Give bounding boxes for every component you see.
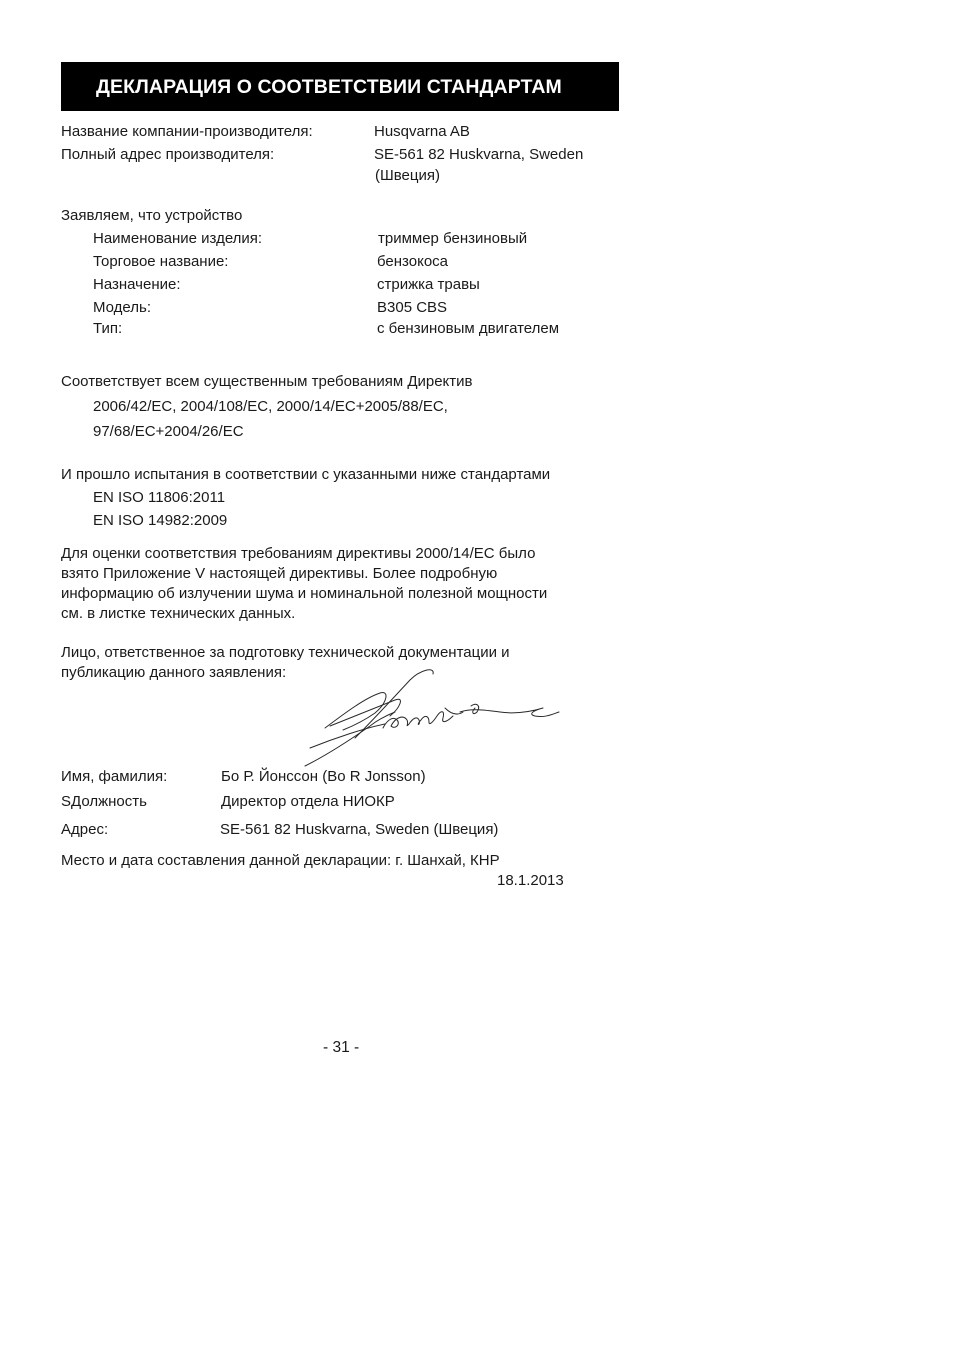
directives-line2: 97/68/EC+2004/26/EC [93,423,244,440]
position-label: SДолжность [61,793,147,810]
signatory-address-label: Адрес: [61,821,109,838]
device-row-label: Тип: [93,320,123,337]
address-value-line2: (Швеция) [375,167,440,184]
device-row-value: с бензиновым двигателем [377,320,560,337]
standards-intro: И прошло испытания в соответствии с указанными ниже стандартами [61,466,551,483]
assessment-line: см. в листке технических данных. [61,605,296,622]
assessment-line: информацию об излучении шума и номинальной полезной мощности [61,585,548,602]
position-value: Директор отдела НИОКР [221,793,395,810]
address-value-line1: SE-561 82 Huskvarna, Sweden [374,146,584,163]
device-row-value: B305 CBS [377,299,448,316]
standard-item: EN ISO 14982:2009 [93,512,228,529]
assessment-line: взято Приложение V настоящей директивы. Более подробную [61,565,498,582]
address-label: Полный адрес производителя: [61,146,275,163]
declaration-date: 18.1.2013 [497,872,564,889]
page-title: ДЕКЛАРАЦИЯ О СООТВЕТСТВИИ СТАНДАРТАМ [61,62,619,111]
place-date-label: Место и дата составления данной декларации: г. Шанхай, КНР [61,852,500,869]
device-row-value: стрижка травы [377,276,480,293]
signature [295,668,565,776]
device-intro: Заявляем, что устройство [61,207,243,224]
device-row-label: Наименование изделия: [93,230,263,247]
device-row-label: Назначение: [93,276,181,293]
page-number: - 31 - [323,1039,360,1056]
signatory-address-value: SE-561 82 Huskvarna, Sweden (Швеция) [220,821,499,838]
name-value: Бо Р. Йонссон (Bo R Jonsson) [221,768,426,785]
company-label: Название компании-производителя: [61,123,313,140]
responsible-line2: публикацию данного заявления: [61,664,287,681]
company-value: Husqvarna AB [374,123,470,140]
directives-intro: Соответствует всем существенным требованиям Директив [61,373,473,390]
directives-line1: 2006/42/EC, 2004/108/EC, 2000/14/EC+2005/88/EC, [93,398,448,415]
device-row-value: бензокоса [377,253,449,270]
device-row-label: Модель: [93,299,152,316]
device-row-value: триммер бензиновый [378,230,528,247]
responsible-line1: Лицо, ответственное за подготовку технической документации и [61,644,510,661]
standard-item: EN ISO 11806:2011 [93,489,226,506]
device-row-label: Торговое название: [93,253,229,270]
name-label: Имя, фамилия: [61,768,168,785]
assessment-line: Для оценки соответствия требованиям директивы 2000/14/EC было [61,545,536,562]
